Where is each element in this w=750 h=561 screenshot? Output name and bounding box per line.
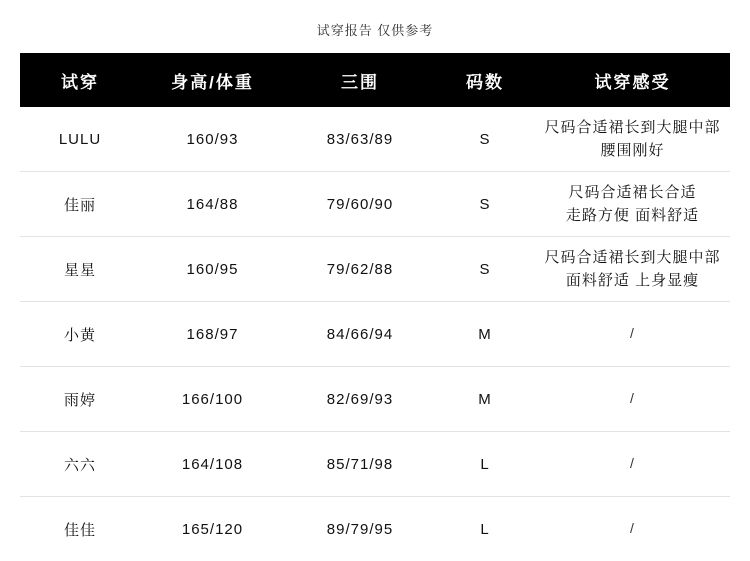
cell-measurements: 79/60/90 <box>285 172 435 237</box>
cell-feedback: 尺码合适裙长合适 走路方便 面料舒适 <box>535 172 730 237</box>
table-row <box>20 432 730 497</box>
column-header-size: 码数 <box>435 53 535 107</box>
cell-model-name: 小黄 <box>20 302 140 367</box>
cell-measurements: 89/79/95 <box>285 497 435 561</box>
cell-measurements: 84/66/94 <box>285 302 435 367</box>
cell-size: S <box>435 237 535 302</box>
cell-feedback: / <box>535 367 730 432</box>
cell-height-weight: 164/88 <box>140 172 285 237</box>
cell-size: S <box>435 172 535 237</box>
column-header-measurements: 三围 <box>285 53 435 107</box>
column-header-feedback: 试穿感受 <box>535 53 730 107</box>
chart-caption: 试穿报告 仅供参考 <box>0 0 750 53</box>
cell-size: S <box>435 107 535 172</box>
cell-size: L <box>435 497 535 561</box>
cell-model-name: LULU <box>20 107 140 172</box>
table-header <box>20 53 730 107</box>
cell-size: L <box>435 432 535 497</box>
fitting-report-table <box>20 53 730 561</box>
cell-size: M <box>435 367 535 432</box>
cell-model-name: 佳丽 <box>20 172 140 237</box>
cell-measurements: 79/62/88 <box>285 237 435 302</box>
cell-measurements: 83/63/89 <box>285 107 435 172</box>
table-row <box>20 497 730 561</box>
cell-measurements: 82/69/93 <box>285 367 435 432</box>
table-body <box>20 107 730 561</box>
cell-size: M <box>435 302 535 367</box>
table-row <box>20 172 730 237</box>
cell-feedback: / <box>535 497 730 561</box>
header-row <box>20 53 730 107</box>
cell-feedback: / <box>535 302 730 367</box>
cell-height-weight: 160/95 <box>140 237 285 302</box>
cell-height-weight: 165/120 <box>140 497 285 561</box>
cell-model-name: 佳佳 <box>20 497 140 561</box>
cell-feedback: / <box>535 432 730 497</box>
cell-height-weight: 160/93 <box>140 107 285 172</box>
cell-height-weight: 166/100 <box>140 367 285 432</box>
cell-measurements: 85/71/98 <box>285 432 435 497</box>
table-row <box>20 107 730 172</box>
table-row <box>20 302 730 367</box>
cell-model-name: 星星 <box>20 237 140 302</box>
column-header-height-weight: 身高/体重 <box>140 53 285 107</box>
cell-feedback: 尺码合适裙长到大腿中部 腰围刚好 <box>535 107 730 172</box>
table-row <box>20 237 730 302</box>
cell-model-name: 雨婷 <box>20 367 140 432</box>
cell-height-weight: 168/97 <box>140 302 285 367</box>
table-row <box>20 367 730 432</box>
cell-model-name: 六六 <box>20 432 140 497</box>
column-header-model: 试穿 <box>20 53 140 107</box>
cell-height-weight: 164/108 <box>140 432 285 497</box>
cell-feedback: 尺码合适裙长到大腿中部 面料舒适 上身显瘦 <box>535 237 730 302</box>
